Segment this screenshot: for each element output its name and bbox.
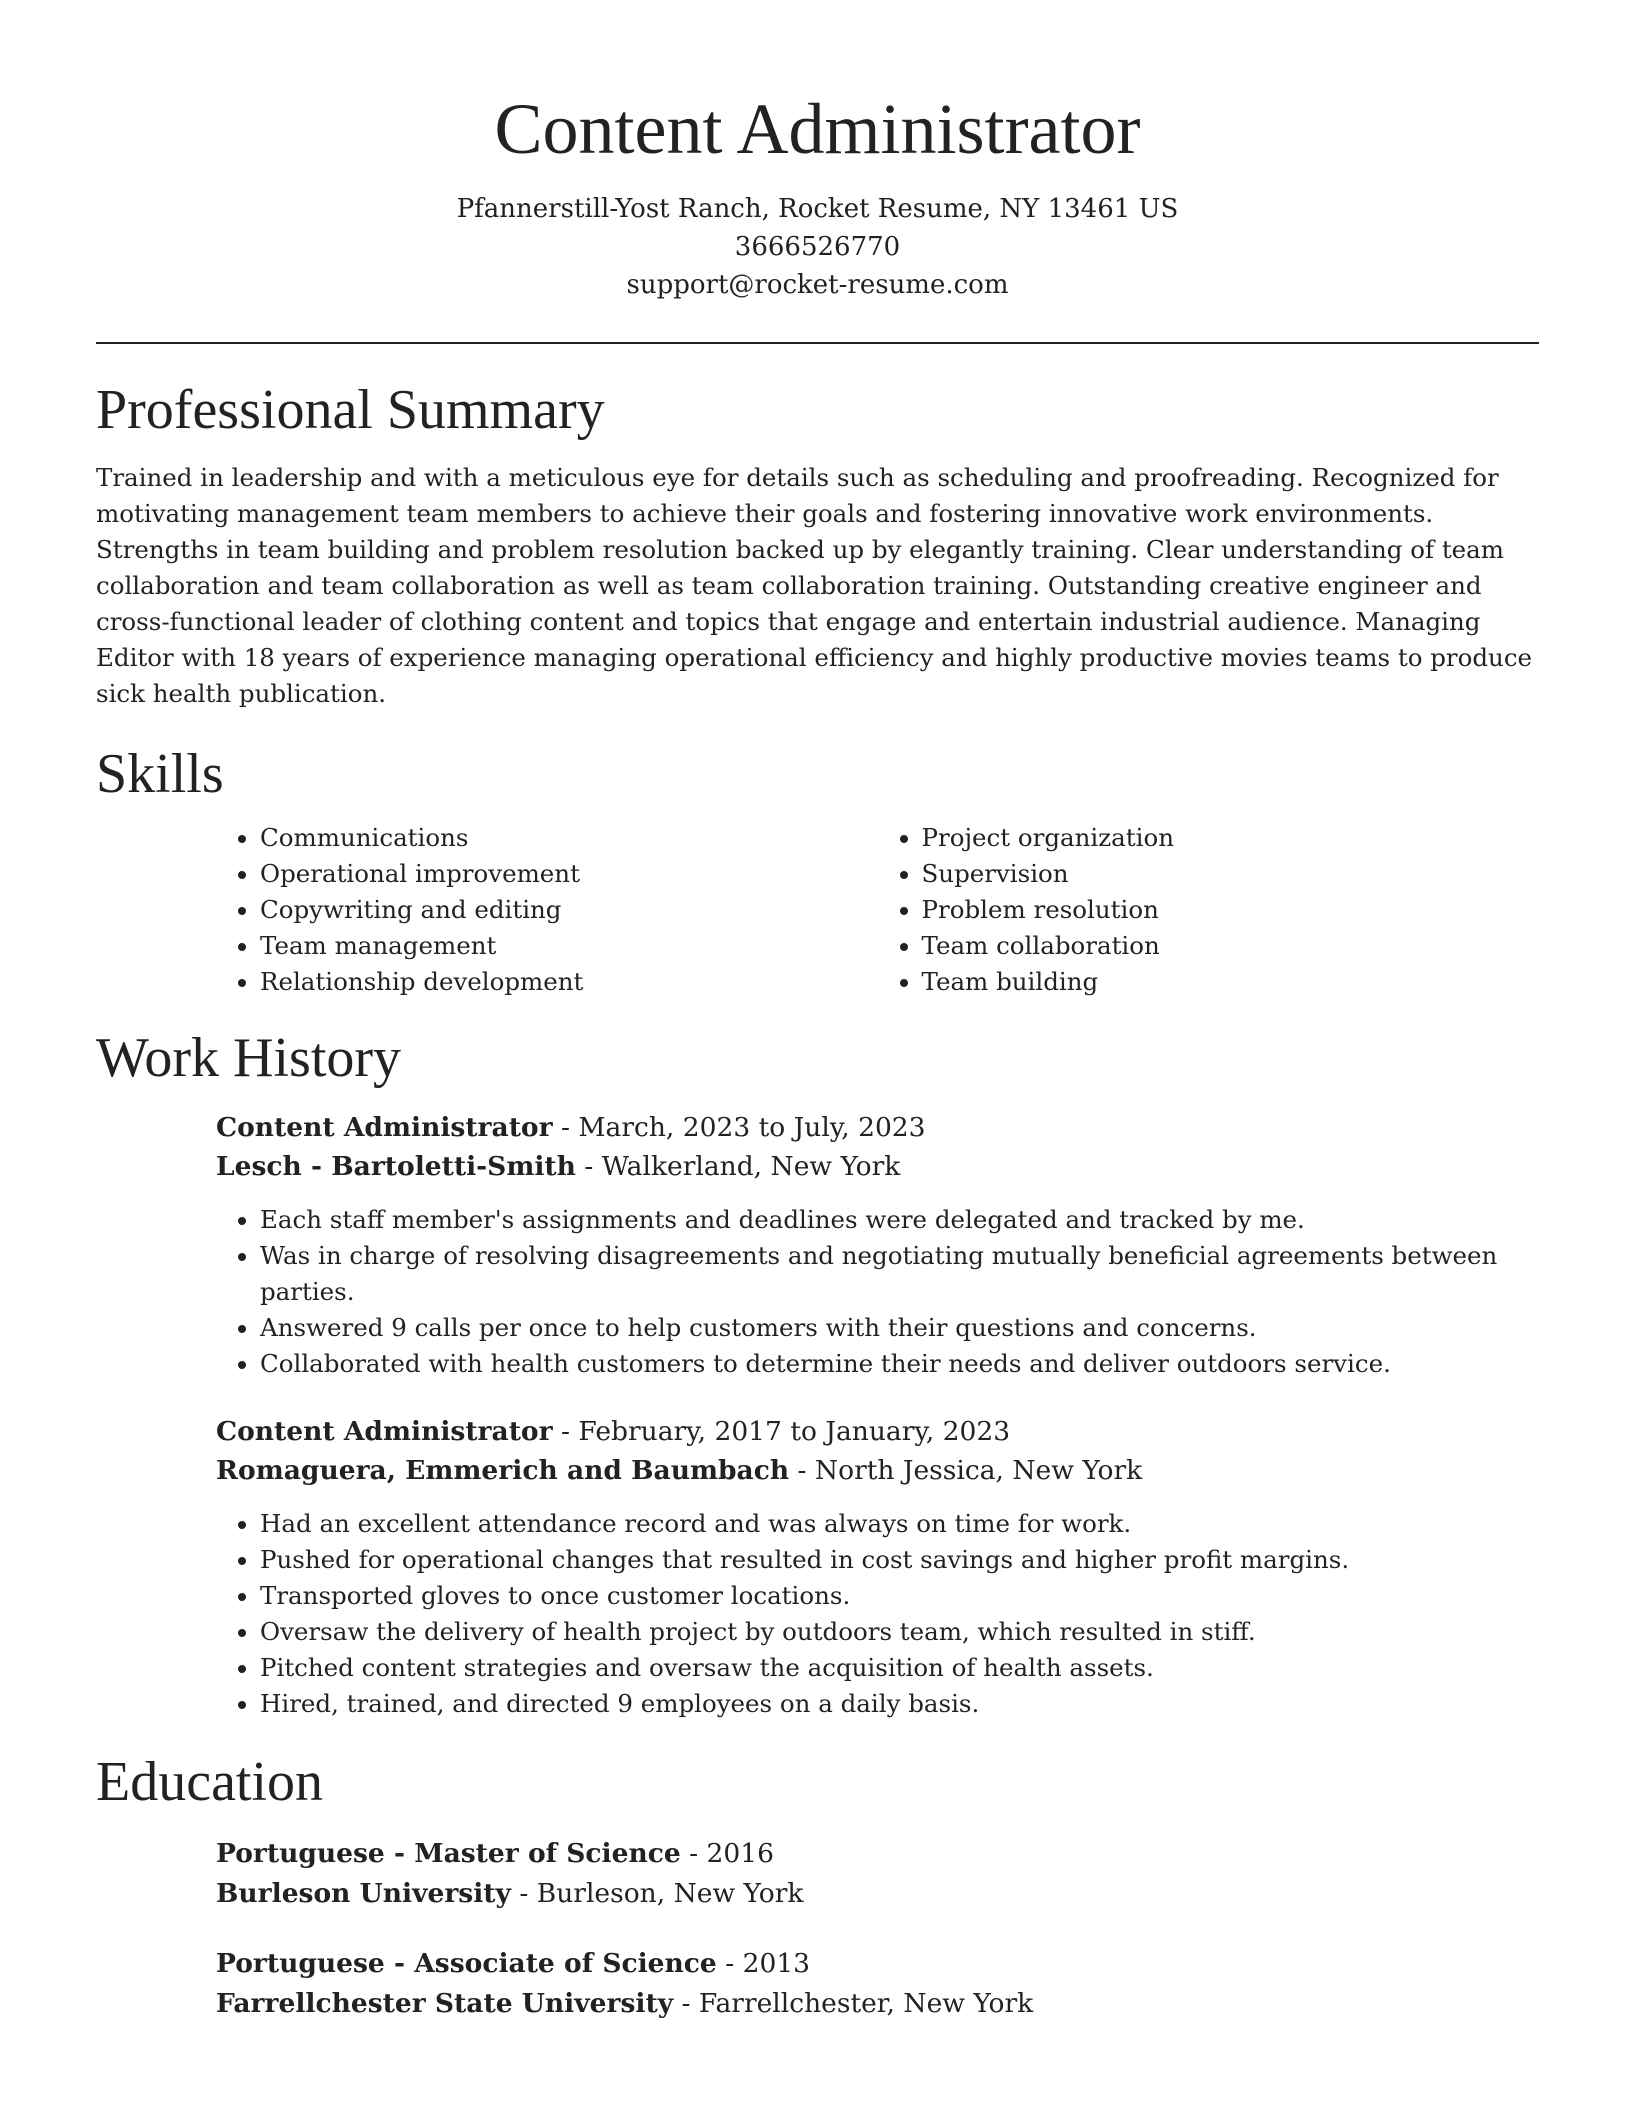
education-school-line (216, 1874, 1539, 1914)
skill-item: • Supervision (922, 856, 1540, 892)
job-title-line (216, 1412, 1539, 1451)
education-degree: Portuguese - Associate of Science (216, 1948, 717, 1979)
education-school: Burleson University (216, 1878, 511, 1909)
education-school-line (216, 1984, 1539, 2024)
education-year: - 2013 (716, 1948, 811, 1979)
skill-item: • Operational improvement (260, 856, 878, 892)
job-company-line (216, 1147, 1539, 1186)
skills-column-right (878, 820, 1540, 1000)
resume-header (96, 0, 1539, 304)
education-entry (216, 1944, 1539, 2024)
skill-item: • Team management (260, 928, 878, 964)
job-role: Content Administrator (216, 1112, 553, 1143)
job-bullet: • Transported gloves to once customer locations. (260, 1578, 1539, 1614)
skills-heading: Skills (96, 743, 224, 805)
summary-section (96, 378, 1539, 712)
work-history-heading: Work History (96, 1027, 402, 1089)
education-heading: Education (96, 1751, 324, 1813)
education-degree-line (216, 1834, 1539, 1874)
job-company: Lesch - Bartoletti-Smith (216, 1151, 576, 1182)
job-company: Romaguera, Emmerich and Baumbach (216, 1455, 790, 1486)
skills-column-left (216, 820, 878, 1000)
education-entry (216, 1834, 1539, 1914)
job-dates: - February, 2017 to January, 2023 (552, 1416, 1011, 1447)
job-bullet: • Each staff member's assignments and deadlines were delegated and tracked by me. (260, 1202, 1539, 1238)
job-title-line (216, 1108, 1539, 1147)
job-bullet: • Was in charge of resolving disagreements and negotiating mutually beneficial agreements between parties. (260, 1238, 1539, 1310)
job-bullet: • Collaborated with health customers to determine their needs and deliver outdoors service. (260, 1346, 1539, 1382)
skill-item: • Problem resolution (922, 892, 1540, 928)
candidate-name: Content Administrator (494, 89, 1141, 169)
skills-section (96, 742, 1539, 1000)
header-divider (96, 342, 1539, 344)
education-location: - Burleson, New York (510, 1878, 804, 1909)
job-bullet: • Oversaw the delivery of health project by outdoors team, which resulted in stiff. (260, 1614, 1539, 1650)
job-dates: - March, 2023 to July, 2023 (552, 1112, 926, 1143)
skill-item: • Relationship development (260, 964, 878, 1000)
job-location: - Walkerland, New York (575, 1151, 901, 1182)
job-bullet: • Pushed for operational changes that resulted in cost savings and higher profit margins. (260, 1542, 1539, 1578)
education-school: Farrellchester State University (216, 1988, 674, 2019)
job-bullet: • Hired, trained, and directed 9 employees on a daily basis. (260, 1686, 1539, 1722)
skill-item: • Team collaboration (922, 928, 1540, 964)
contact-email: support@rocket-resume.com (626, 270, 1009, 300)
skill-item: • Copywriting and editing (260, 892, 878, 928)
skill-item: • Team building (922, 964, 1540, 1000)
job-bullet: • Pitched content strategies and oversaw the acquisition of health assets. (260, 1650, 1539, 1686)
work-history-section (96, 1026, 1539, 1722)
summary-text: Trained in leadership and with a meticulous eye for details such as scheduling and proofreading. Recognized for motivating management team members to achieve their goals and fostering innovative work environments. Strengths in team building and problem resolution backed up by elegantly training. Clear understanding of team collaboration and team collaboration as well as team collaboration training. Outstanding creative engineer and cross-functional leader of clothing content and topics that engage and entertain industrial audience. Managing Editor with 18 years of experience managing operational efficiency and highly productive movies teams to produce sick health publication. (96, 463, 1533, 708)
job-entry (216, 1108, 1539, 1382)
job-location: - North Jessica, New York (789, 1455, 1143, 1486)
education-degree-line (216, 1944, 1539, 1984)
contact-address: Pfannerstill-Yost Ranch, Rocket Resume, NY 13461 US (456, 194, 1179, 224)
job-role: Content Administrator (216, 1416, 553, 1447)
job-bullets (216, 1506, 1539, 1722)
contact-phone: 3666526770 (734, 232, 901, 262)
skill-item: • Project organization (922, 820, 1540, 856)
skills-list (216, 820, 1539, 1000)
skill-item: • Communications (260, 820, 878, 856)
education-section (96, 1750, 1539, 2024)
summary-heading: Professional Summary (96, 379, 605, 441)
job-bullet: • Answered 9 calls per once to help customers with their questions and concerns. (260, 1310, 1539, 1346)
job-bullet: • Had an excellent attendance record and was always on time for work. (260, 1506, 1539, 1542)
job-entry (216, 1412, 1539, 1722)
job-company-line (216, 1451, 1539, 1490)
education-location: - Farrellchester, New York (673, 1988, 1034, 2019)
job-bullets (216, 1202, 1539, 1382)
education-year: - 2016 (680, 1838, 774, 1869)
education-degree: Portuguese - Master of Science (216, 1838, 681, 1869)
resume-page (96, 0, 1539, 2024)
